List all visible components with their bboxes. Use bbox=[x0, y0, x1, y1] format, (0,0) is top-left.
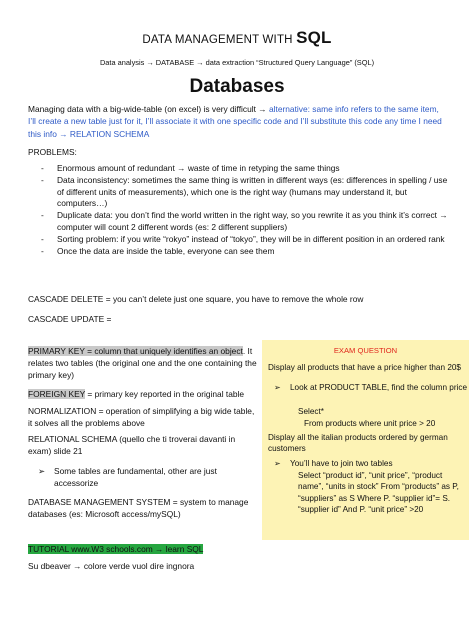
normalization-definition: NORMALIZATION = operation of simplifying a big wide table, it solves all the problems above bbox=[28, 406, 255, 428]
title-sql: SQL bbox=[296, 28, 332, 47]
exam-query-2: Select “product id”, “unit price”, “product name”, “units in stock” From “products” as P, “suppliers” as S Where P. “supplier id”= S. “supplier id” And P. “unit price” >20 bbox=[298, 471, 459, 515]
arrow-icon: ➢ bbox=[274, 383, 281, 392]
exam-question-1-step: ➢ Look at PRODUCT TABLE, find the column price bbox=[274, 383, 468, 392]
title-text: DATA MANAGEMENT WITH bbox=[142, 34, 293, 46]
exam-query-1-select: Select* bbox=[298, 407, 324, 416]
foreign-key-highlight: FOREIGN KEY bbox=[28, 389, 86, 399]
problems-list bbox=[28, 163, 448, 258]
primary-key-highlight: PRIMARY KEY = column that uniquely identifies an object bbox=[28, 346, 243, 356]
process-flow: Data analysis → DATABASE → data extraction “Structured Query Language” (SQL) bbox=[99, 58, 375, 67]
intro-paragraph bbox=[28, 103, 448, 140]
dbeaver-note: Su dbeaver → colore verde vuol dire ingnora bbox=[28, 561, 195, 571]
list-item: - Enormous amount of redundant → waste of time in retyping the same things bbox=[41, 163, 340, 173]
cascade-delete-line: CASCADE DELETE = you can’t delete just one square, you have to remove the whole row bbox=[28, 294, 364, 304]
list-item: - Data inconsistency: sometimes the same thing is written in different ways (es: differences in spelling / use of different units of measurements), which one is the right way (humans may understand it, but computers…) bbox=[41, 175, 448, 209]
document-title bbox=[0, 28, 474, 48]
relational-schema-note: RELATIONAL SCHEMA (quello che ti troverai davanti in exam) slide 21 bbox=[28, 434, 236, 456]
primary-key-definition: PRIMARY KEY = column that uniquely identifies an object. It relates two tables (the original one and the one containing the primary key) bbox=[28, 346, 257, 380]
exam-question-2-step: ➢ You’ll have to join two tables bbox=[274, 459, 393, 468]
fundamental-tables-note: ➢ Some tables are fundamental, other are just accessorize bbox=[38, 466, 217, 488]
exam-question-1: Display all products that have a price higher than 20$ bbox=[268, 363, 461, 372]
arrow-icon: ➢ bbox=[38, 466, 46, 476]
exam-query-1-from: From products where unit price > 20 bbox=[304, 419, 436, 428]
exam-question-2: Display all the italian products ordered by german customers bbox=[268, 433, 448, 454]
exam-heading: EXAM QUESTION bbox=[333, 346, 398, 355]
intro-alternative-text: alternative: same info refers to the same item, I’ll create a new table just for it, I’ll associate it with one specific code and I’ll substitute this code any time I need this info → RELATION SCHEMA bbox=[28, 104, 442, 139]
dbms-definition: DATABASE MANAGEMENT SYSTEM = system to manage databases (es: Microsoft access/mySQL) bbox=[28, 497, 249, 519]
list-item: - Sorting problem: if you write “rokyo” instead of “tokyo”, they will be in different position in an ordered rank bbox=[41, 234, 445, 245]
foreign-key-definition: FOREIGN KEY = primary key reported in the original table bbox=[28, 389, 245, 399]
list-item: - Duplicate data: you don’t find the world written in the right way, so you rewrite it as you think it’s correct → computer will count 2 different words (es: 2 different suppliers) bbox=[41, 210, 448, 232]
exam-question-box bbox=[262, 340, 469, 540]
cascade-update-line: CASCADE UPDATE = bbox=[28, 314, 112, 324]
list-item: - Once the data are inside the table, everyone can see them bbox=[41, 246, 275, 257]
tutorial-line bbox=[28, 544, 258, 556]
problems-label: PROBLEMS: bbox=[28, 147, 77, 157]
arrow-icon: ➢ bbox=[274, 459, 281, 468]
section-heading: Databases bbox=[189, 76, 285, 97]
tutorial-link[interactable]: TUTORIAL www.W3 schools.com → learn SQL bbox=[28, 544, 204, 554]
intro-text: Managing data with a big-wide-table (on excel) is very difficult → bbox=[28, 104, 269, 114]
